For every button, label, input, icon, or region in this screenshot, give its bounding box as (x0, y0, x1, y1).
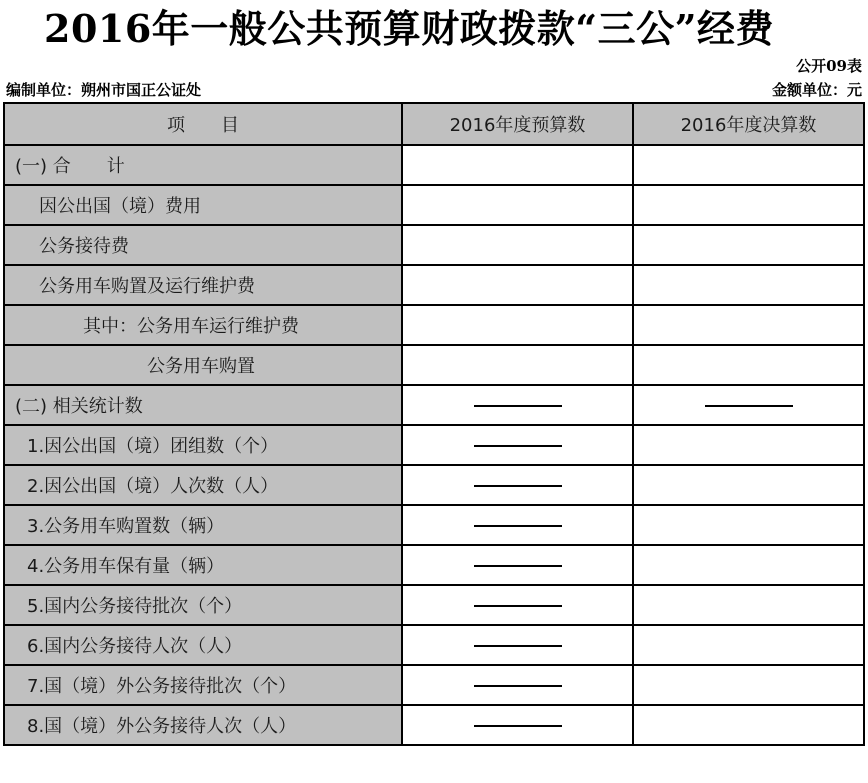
table-row (4, 345, 864, 385)
row-label: 8.国（境）外公务接待人次（人） (4, 705, 402, 745)
row-label: 其中：公务用车运行维护费 (4, 305, 402, 345)
final-cell[interactable] (633, 145, 864, 185)
table-row (4, 505, 864, 545)
dash-mark (474, 645, 562, 647)
final-cell[interactable] (633, 585, 864, 625)
table-row (4, 545, 864, 585)
table-row (4, 225, 864, 265)
final-cell[interactable] (633, 465, 864, 505)
budget-cell[interactable] (402, 345, 633, 385)
final-cell[interactable] (633, 185, 864, 225)
dash-mark (474, 725, 562, 727)
budget-cell (402, 425, 633, 465)
table-row (4, 585, 864, 625)
budget-cell (402, 705, 633, 745)
dash-mark (705, 405, 793, 407)
row-label: 4.公务用车保有量（辆） (4, 545, 402, 585)
final-cell (633, 385, 864, 425)
budget-cell (402, 665, 633, 705)
dash-mark (474, 685, 562, 687)
column-header-final: 2016年度决算数 (633, 103, 864, 145)
budget-cell[interactable] (402, 185, 633, 225)
final-cell[interactable] (633, 545, 864, 585)
final-cell[interactable] (633, 225, 864, 265)
final-cell[interactable] (633, 265, 864, 305)
row-label: (一) 合 计 (4, 145, 402, 185)
table-row (4, 305, 864, 345)
table-header-row (4, 103, 864, 145)
row-label: 2.因公出国（境）人次数（人） (4, 465, 402, 505)
row-label: 因公出国（境）费用 (4, 185, 402, 225)
budget-cell (402, 385, 633, 425)
budget-cell[interactable] (402, 265, 633, 305)
row-label: 6.国内公务接待人次（人） (4, 625, 402, 665)
table-row (4, 705, 864, 745)
budget-table (3, 102, 865, 746)
budget-cell (402, 465, 633, 505)
table-row (4, 625, 864, 665)
form-code: 公开09表 (796, 57, 862, 75)
table-row (4, 265, 864, 305)
final-cell[interactable] (633, 505, 864, 545)
column-header-item: 项 目 (4, 103, 402, 145)
table-row (4, 425, 864, 465)
row-label: 5.国内公务接待批次（个） (4, 585, 402, 625)
final-cell[interactable] (633, 305, 864, 345)
table-row (4, 465, 864, 505)
dash-mark (474, 605, 562, 607)
table-row (4, 185, 864, 225)
dash-mark (474, 565, 562, 567)
table-row (4, 665, 864, 705)
dash-mark (474, 525, 562, 527)
budget-cell[interactable] (402, 145, 633, 185)
table-row (4, 385, 864, 425)
budget-cell[interactable] (402, 225, 633, 265)
row-label: 公务接待费 (4, 225, 402, 265)
table-row (4, 145, 864, 185)
row-label: 1.因公出国（境）团组数（个） (4, 425, 402, 465)
budget-cell[interactable] (402, 305, 633, 345)
dash-mark (474, 445, 562, 447)
budget-cell (402, 545, 633, 585)
compiling-unit: 编制单位：朔州市国正公证处 (6, 81, 202, 99)
row-label: 公务用车购置 (4, 345, 402, 385)
row-label: 7.国（境）外公务接待批次（个） (4, 665, 402, 705)
budget-cell (402, 505, 633, 545)
dash-mark (474, 405, 562, 407)
final-cell[interactable] (633, 665, 864, 705)
final-cell[interactable] (633, 625, 864, 665)
final-cell[interactable] (633, 705, 864, 745)
row-label: 3.公务用车购置数（辆） (4, 505, 402, 545)
column-header-budget: 2016年度预算数 (402, 103, 633, 145)
budget-cell (402, 585, 633, 625)
page-title: 2016年一般公共预算财政拨款“三公”经费 (44, 6, 774, 51)
row-label: (二) 相关统计数 (4, 385, 402, 425)
final-cell[interactable] (633, 425, 864, 465)
final-cell[interactable] (633, 345, 864, 385)
dash-mark (474, 485, 562, 487)
row-label: 公务用车购置及运行维护费 (4, 265, 402, 305)
budget-cell (402, 625, 633, 665)
amount-unit: 金额单位：元 (771, 81, 862, 99)
